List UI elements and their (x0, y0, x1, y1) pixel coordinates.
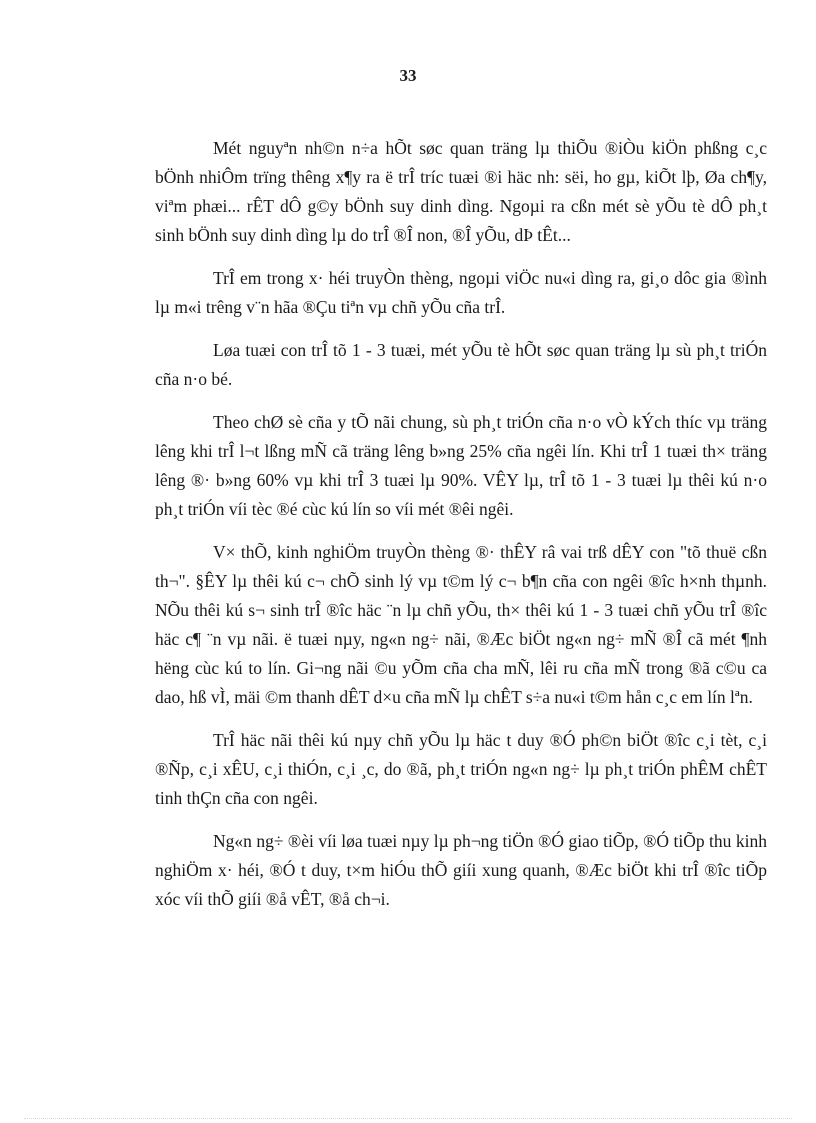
paragraph-5: V× thÕ, kinh nghiÖm truyÒn thèng ®· thÊY râ vai trß dÊY con "tõ thuë cßn th¬". §ÊY lµ thêi kú c¬ chÕ sinh lý vµ t©m lý c¬ b¶n cña con ngêi ®îc h×nh thµnh. NÕu thêi kú s¬ sinh trÎ ®îc häc ¨n lµ chñ yÕu, th× thêi kú 1 - 3 tuæi chñ yÕu trÎ ®îc häc c¶ ¨n vµ nãi. ë tuæi nµy, ng«n ng÷ nãi, ®Æc biÖt ng«n ng÷ mÑ ®Î cã mét ¶nh hëng cùc kú to lín. Gi¬ng nãi ©u yÕm cña cha mÑ, lêi ru cña mÑ trong ®ã c©u ca dao, hß vÌ, mäi ©m thanh dÊT d×u cña mÑ lµ chÊT s÷a nu«i t©m hån c¸c em lín lªn. (155, 542, 767, 707)
paragraph-2: TrÎ em trong x· héi truyÒn thèng, ngoµi viÖc nu«i dìng ra, gi¸o dôc gia ®ình lµ m«i trêng v¨n hãa ®Çu tiªn vµ chñ yÕu cña trÎ. (155, 268, 767, 317)
paragraph-6: TrÎ häc nãi thêi kú nµy chñ yÕu lµ häc t duy ®Ó ph©n biÖt ®îc c¸i tèt, c¸i ®Ñp, c¸i xÊU, c¸i thiÓn, c¸i ¸c, do ®ã, ph¸t triÓn ng«n ng÷ lµ ph¸t triÓn phÊM chÊT tinh thÇn cña con ngêi. (155, 730, 767, 808)
paragraph-3: Løa tuæi con trÎ tõ 1 - 3 tuæi, mét yÕu tè hÕt søc quan träng lµ sù ph¸t triÓn cña n·o bé. (155, 340, 767, 389)
paragraph-1: Mét nguyªn nh©n n÷a hÕt søc quan träng lµ thiÕu ®iÒu kiÖn phßng c¸c bÖnh nhiÔm trïng thêng x¶y ra ë trÎ tríc tuæi ®i häc nh: sëi, ho gµ, kiÕt lþ, Øa ch¶y, viªm phæi... rÊT dÔ g©y bÖnh suy dinh dìng. Ngoµi ra cßn mét sè yÕu tè dÔ ph¸t sinh bÖnh suy dinh dìng lµ do trÎ ®Î non, ®Î yÕu, dÞ tÊt... (155, 138, 767, 245)
page-number: 33 (399, 66, 417, 85)
page-bottom-divider (24, 1118, 792, 1119)
paragraph-4: Theo chØ sè cña y tÕ nãi chung, sù ph¸t triÓn cña n·o vÒ kÝch thíc vµ träng lêng khi trÎ l¬t lßng mÑ cã träng lêng b»ng 25% cña ngêi lín. Khi trÎ 1 tuæi th× träng lêng ®· b»ng 60% vµ khi trÎ 3 tuæi lµ 90%. VÊY lµ, trÎ tõ 1 - 3 tuæi lµ thêi kú n·o ph¸t triÓn víi tèc ®é cùc kú lín so víi mét ®êi ngêi. (155, 412, 767, 519)
paragraph-7: Ng«n ng÷ ®èi víi løa tuæi nµy lµ ph¬ng tiÖn ®Ó giao tiÕp, ®Ó tiÕp thu kinh nghiÖm x· héi, ®Ó t duy, t×m hiÓu thÕ giíi xung quanh, ®Æc biÖt khi trÎ ®îc tiÕp xóc víi thÕ giíi ®å vÊT, ®å ch¬i. (155, 831, 767, 909)
body-text (155, 134, 767, 928)
